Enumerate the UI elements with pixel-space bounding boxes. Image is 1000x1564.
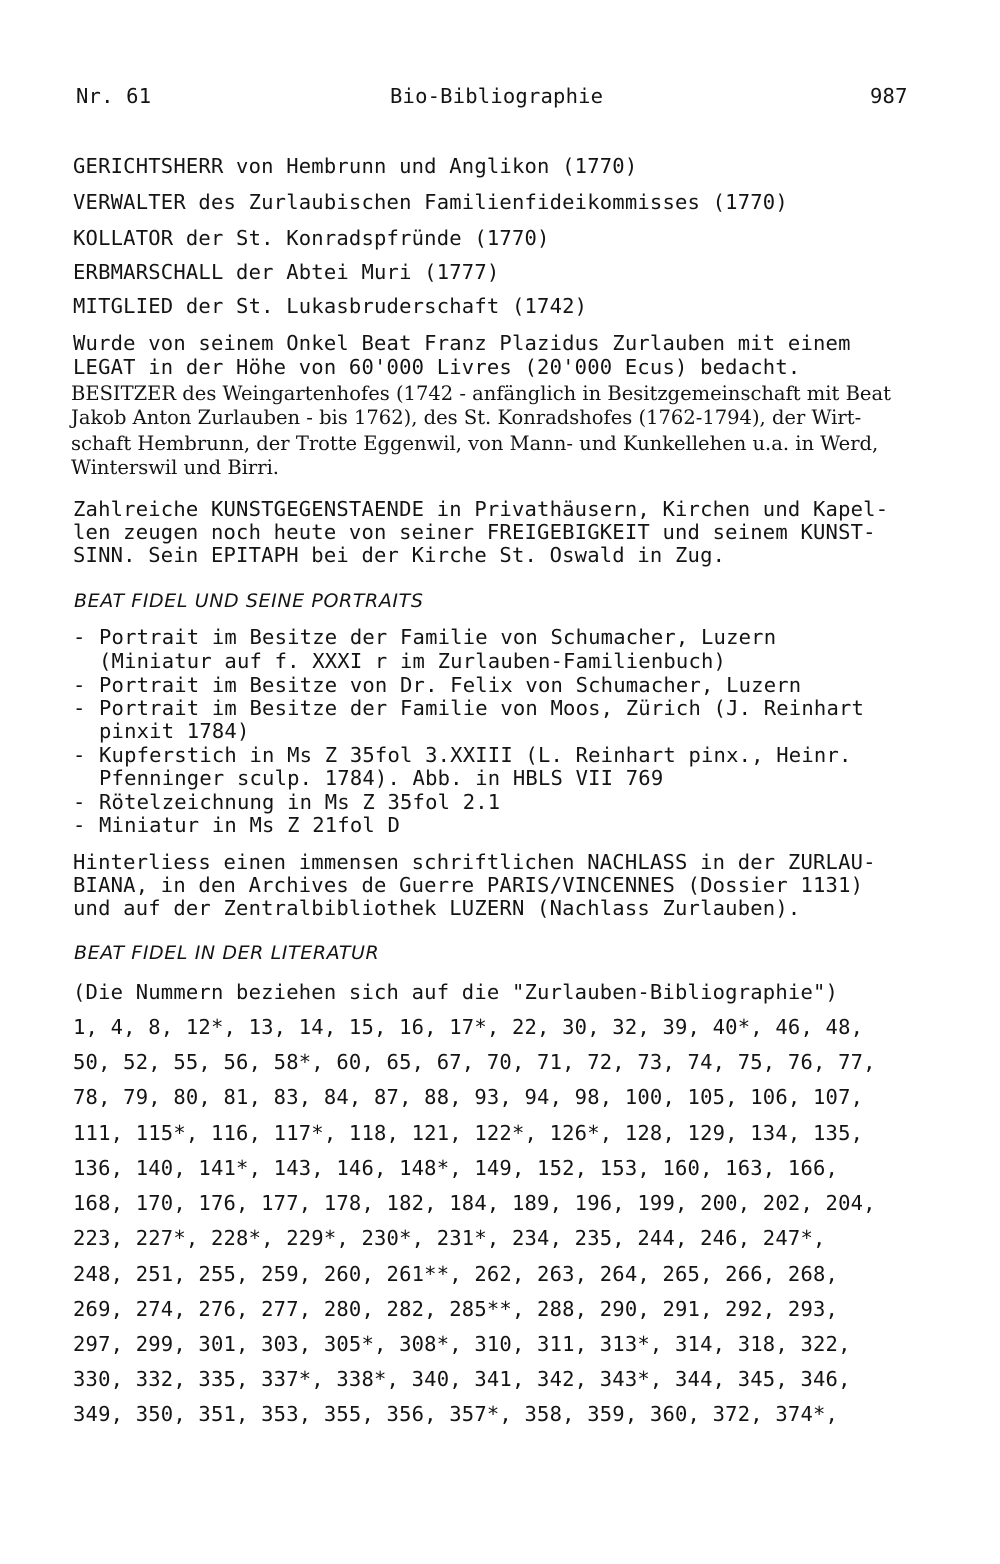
list-dash: -: [73, 673, 86, 697]
portrait-text: (Miniatur auf f. XXXI r im Zurlauben-Familienbuch): [99, 649, 727, 673]
portrait-line: [73, 766, 663, 790]
portrait-line: [73, 673, 801, 697]
header-title: Bio-Bibliographie: [390, 84, 604, 108]
office-line: VERWALTER des Zurlaubischen Familienfideikommisses (1770): [73, 190, 788, 214]
besitzer-line: schaft Hembrunn, der Trotte Eggenwil, von Mann- und Kunkellehen u.a. in Werd,: [71, 432, 879, 455]
portrait-line: [73, 743, 852, 767]
list-dash: -: [73, 790, 86, 814]
list-dash: -: [73, 813, 86, 837]
literatur-number-line: 269, 274, 276, 277, 280, 282, 285**, 288, 290, 291, 292, 293,: [73, 1297, 839, 1321]
portrait-line: [73, 649, 726, 673]
list-dash: -: [73, 625, 86, 649]
page-number: 987: [870, 84, 908, 108]
portrait-line: [73, 696, 864, 720]
office-line: GERICHTSHERR von Hembrunn und Anglikon (1770): [73, 154, 638, 178]
office-line: ERBMARSCHALL der Abtei Muri (1777): [73, 260, 500, 284]
legat-line: LEGAT in der Höhe von 60'000 Livres (20'000 Ecus) bedacht.: [73, 355, 801, 379]
literatur-number-line: 248, 251, 255, 259, 260, 261**, 262, 263, 264, 265, 266, 268,: [73, 1262, 839, 1286]
nachlass-line: Hinterliess einen immensen schriftlichen NACHLASS in der ZURLAU-: [73, 850, 876, 874]
portrait-text: Portrait im Besitze der Familie von Schumacher, Luzern: [99, 625, 777, 649]
portrait-text: pinxit 1784): [99, 719, 250, 743]
portrait-text: Rötelzeichnung in Ms Z 35fol 2.1: [99, 790, 501, 814]
list-dash: -: [73, 743, 86, 767]
literatur-number-line: 1, 4, 8, 12*, 13, 14, 15, 16, 17*, 22, 30, 32, 39, 40*, 46, 48,: [73, 1015, 864, 1039]
kunst-line: SINN. Sein EPITAPH bei der Kirche St. Oswald in Zug.: [73, 543, 726, 567]
literatur-number-line: 223, 227*, 228*, 229*, 230*, 231*, 234, 235, 244, 246, 247*,: [73, 1226, 826, 1250]
nachlass-line: BIANA, in den Archives de Guerre PARIS/VINCENNES (Dossier 1131): [73, 873, 864, 897]
office-line: MITGLIED der St. Lukasbruderschaft (1742): [73, 294, 588, 318]
portrait-text: Pfenninger sculp. 1784). Abb. in HBLS VII 769: [99, 766, 664, 790]
portraits-heading: BEAT FIDEL UND SEINE PORTRAITS: [74, 590, 424, 612]
portrait-line: [73, 719, 250, 743]
header-left: Nr. 61: [76, 84, 152, 108]
list-dash: -: [73, 696, 86, 720]
legat-line: Wurde von seinem Onkel Beat Franz Plazidus Zurlauben mit einem: [73, 331, 851, 355]
literatur-number-line: 349, 350, 351, 353, 355, 356, 357*, 358, 359, 360, 372, 374*,: [73, 1402, 839, 1426]
office-line: KOLLATOR der St. Konradspfründe (1770): [73, 226, 550, 250]
nachlass-line: und auf der Zentralbibliothek LUZERN (Nachlass Zurlauben).: [73, 896, 801, 920]
literatur-number-line: 111, 115*, 116, 117*, 118, 121, 122*, 126*, 128, 129, 134, 135,: [73, 1121, 864, 1145]
literatur-number-line: 297, 299, 301, 303, 305*, 308*, 310, 311, 313*, 314, 318, 322,: [73, 1332, 851, 1356]
portrait-line: [73, 813, 400, 837]
besitzer-line: BESITZER des Weingartenhofes (1742 - anfänglich in Besitzgemeinschaft mit Beat: [71, 382, 891, 405]
literatur-number-line: 330, 332, 335, 337*, 338*, 340, 341, 342, 343*, 344, 345, 346,: [73, 1367, 851, 1391]
literatur-heading: BEAT FIDEL IN DER LITERATUR: [74, 942, 380, 964]
portrait-text: Portrait im Besitze von Dr. Felix von Schumacher, Luzern: [99, 673, 802, 697]
literatur-note: (Die Nummern beziehen sich auf die "Zurlauben-Bibliographie"): [73, 980, 839, 1004]
literatur-number-line: 168, 170, 176, 177, 178, 182, 184, 189, 196, 199, 200, 202, 204,: [73, 1191, 876, 1215]
portrait-line: [73, 790, 500, 814]
kunst-line: Zahlreiche KUNSTGEGENSTAENDE in Privathäusern, Kirchen und Kapel-: [73, 497, 889, 521]
besitzer-line: Jakob Anton Zurlauben - bis 1762), des St. Konradshofes (1762-1794), der Wirt-: [71, 406, 862, 429]
portrait-text: Kupferstich in Ms Z 35fol 3.XXIII (L. Reinhart pinx., Heinr.: [99, 743, 852, 767]
portrait-text: Miniatur in Ms Z 21fol D: [99, 813, 401, 837]
literatur-number-line: 136, 140, 141*, 143, 146, 148*, 149, 152, 153, 160, 163, 166,: [73, 1156, 839, 1180]
besitzer-line: Winterswil und Birri.: [71, 456, 280, 479]
literatur-number-line: 78, 79, 80, 81, 83, 84, 87, 88, 93, 94, 98, 100, 105, 106, 107,: [73, 1085, 864, 1109]
portrait-line: [73, 625, 776, 649]
literatur-number-line: 50, 52, 55, 56, 58*, 60, 65, 67, 70, 71, 72, 73, 74, 75, 76, 77,: [73, 1050, 876, 1074]
kunst-line: len zeugen noch heute von seiner FREIGEBIGKEIT und seinem KUNST-: [73, 520, 876, 544]
portrait-text: Portrait im Besitze der Familie von Moos, Zürich (J. Reinhart: [99, 696, 865, 720]
